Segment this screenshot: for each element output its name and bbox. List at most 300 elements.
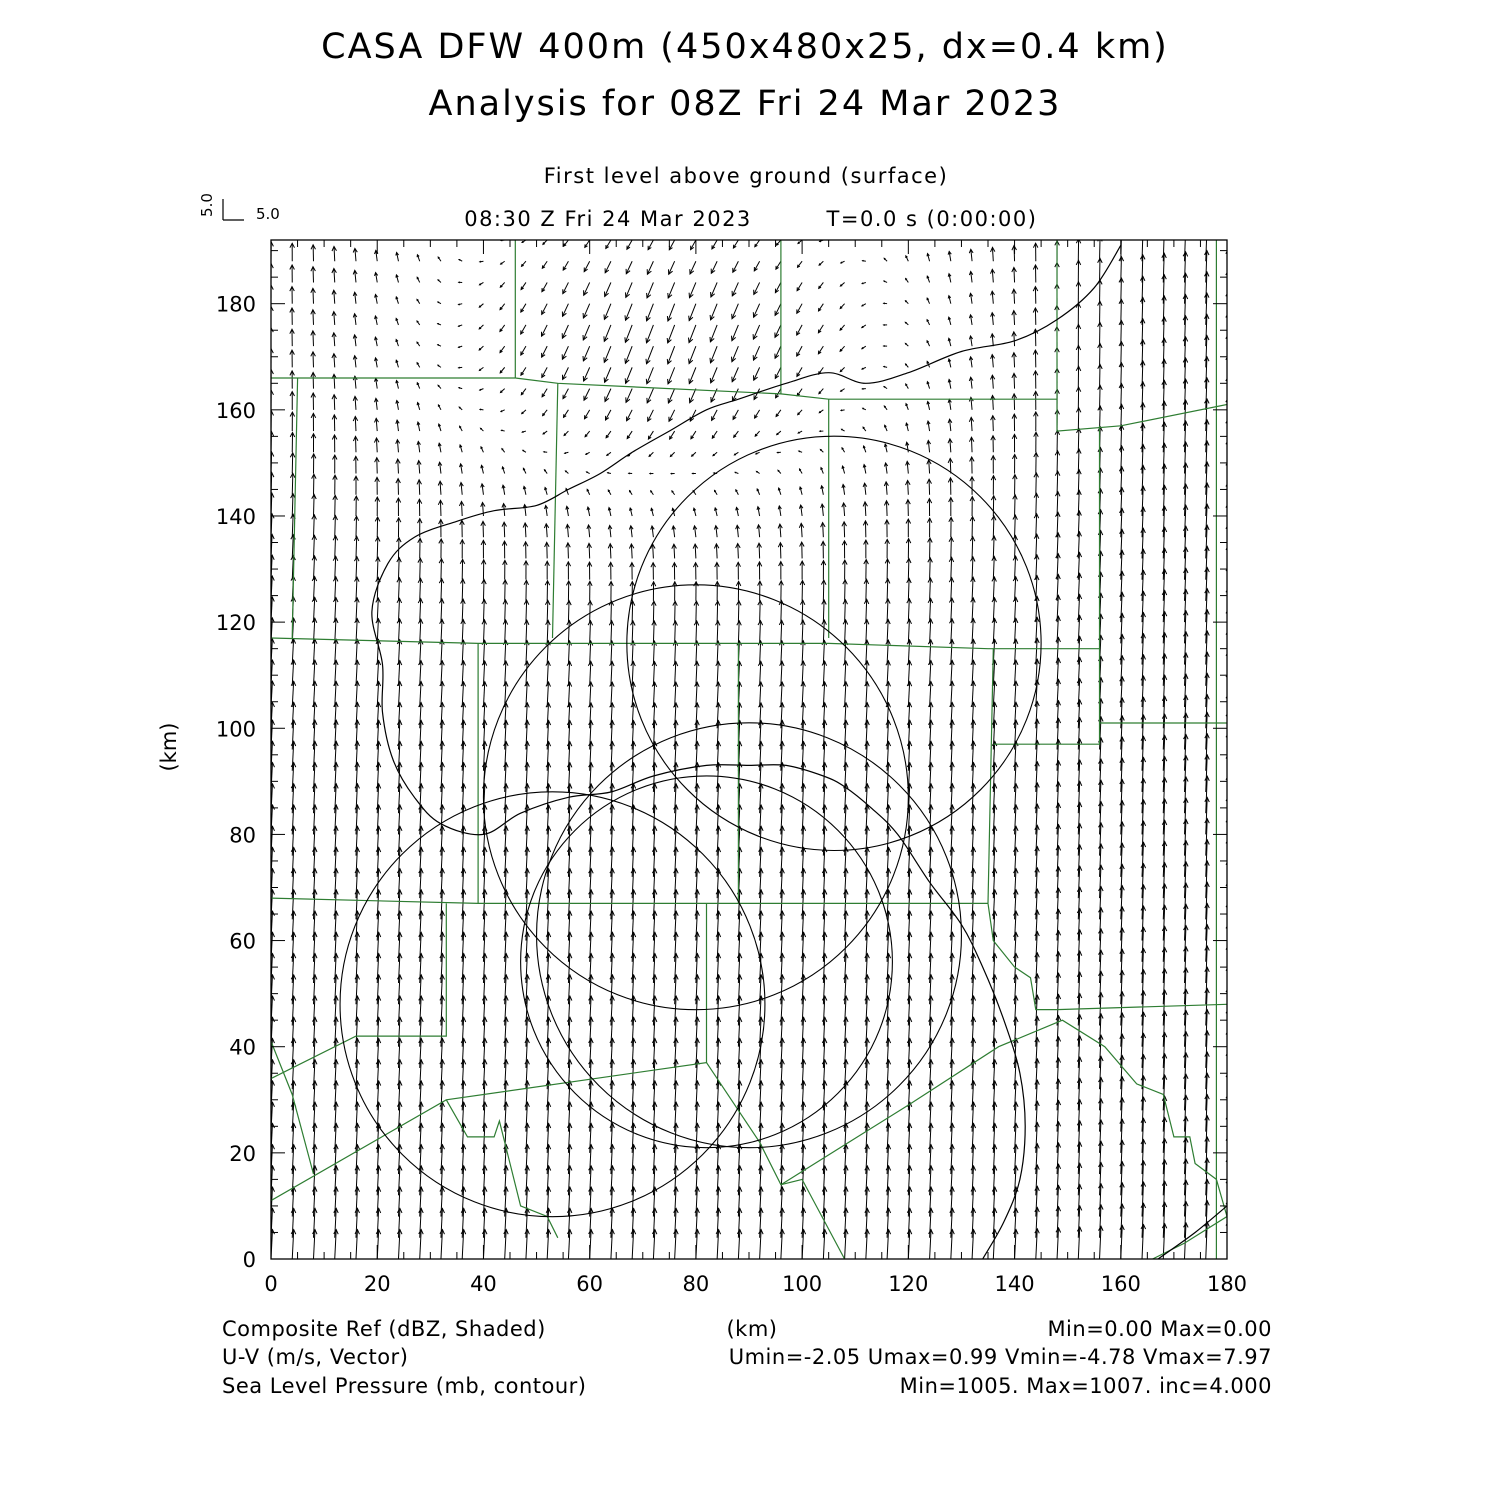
wind-vector (715, 601, 720, 622)
wind-vector (438, 280, 441, 283)
wind-vector (820, 449, 823, 452)
wind-vector (629, 544, 634, 558)
wind-vector (542, 325, 548, 336)
wind-vector (969, 437, 974, 452)
forecast-time-label: T=0.0 s (0:00:00) (826, 207, 1038, 231)
wind-vector (627, 431, 632, 439)
wind-vector (626, 389, 632, 403)
wind-vector (1119, 342, 1124, 368)
wind-vector (460, 559, 465, 579)
wind-vector (376, 557, 381, 580)
wind-vector (374, 438, 379, 452)
wind-vector (757, 543, 762, 558)
wind-vector (758, 601, 763, 622)
wind-vector (1141, 212, 1146, 240)
wind-vector (521, 282, 526, 289)
wind-vector (1012, 353, 1017, 368)
wind-vector (885, 539, 890, 558)
wind-vector (1034, 432, 1039, 452)
wind-vector (417, 441, 421, 452)
wind-vector (521, 325, 526, 334)
wind-vector (1098, 364, 1103, 388)
y-tick-label: 140 (215, 504, 256, 529)
wind-vector (332, 415, 337, 431)
wind-vector (354, 516, 359, 537)
wind-vector (500, 325, 505, 332)
wind-vector (504, 1230, 509, 1259)
wind-vector (689, 389, 695, 403)
wind-vector (733, 261, 739, 272)
wind-vector (689, 346, 696, 363)
wind-vector (375, 458, 380, 474)
wind-vector (693, 563, 698, 580)
wind-vector (439, 539, 444, 558)
wind-vector (672, 526, 676, 537)
wind-vector (669, 240, 674, 250)
sea-level-pressure-contours (372, 245, 1227, 1259)
wind-vector (715, 563, 720, 580)
wind-vector (1098, 215, 1103, 240)
wind-vector (586, 452, 590, 454)
wind-vector (753, 346, 759, 360)
wind-vector (438, 324, 441, 325)
wind-vector (734, 431, 739, 437)
wind-vector (1077, 449, 1082, 473)
wind-vector (991, 313, 995, 325)
wind-vector (606, 240, 611, 249)
wind-vector (584, 410, 589, 419)
wind-vector (396, 459, 401, 473)
wind-vector (757, 489, 760, 495)
wind-vector (500, 282, 504, 287)
wind-vector (797, 346, 802, 356)
wind-vector (625, 367, 632, 383)
wind-vector (1012, 311, 1017, 325)
wind-vector (523, 505, 527, 516)
wind-vector (732, 325, 739, 341)
wind-vector (673, 601, 678, 622)
wind-vector (969, 417, 973, 431)
wind-vector (712, 410, 718, 421)
wind-vector (626, 261, 632, 273)
footer-field1-name: Composite Ref (dBZ, Shaded) (222, 1317, 546, 1341)
wind-vector (1033, 391, 1038, 409)
wind-vector (375, 418, 379, 431)
wind-vector (710, 325, 717, 342)
wind-vector (753, 304, 759, 318)
wind-vector (862, 388, 866, 389)
wind-vector (375, 537, 380, 558)
wind-vector (927, 460, 931, 474)
wind-vector (669, 410, 675, 422)
wind-vector (438, 345, 441, 347)
wind-vector (461, 579, 466, 601)
wind-vector (970, 477, 975, 495)
wind-vector (311, 393, 316, 410)
wind-vector (417, 342, 420, 346)
wind-vector (672, 544, 677, 558)
wind-vector (797, 325, 802, 335)
wind-vector (906, 442, 909, 452)
wind-vector (668, 367, 675, 384)
wind-vector (646, 367, 653, 383)
wind-vector (821, 486, 824, 495)
wind-vector (375, 294, 378, 303)
wind-vector (1012, 394, 1017, 410)
wind-vector (481, 484, 485, 495)
wind-vector (907, 579, 912, 601)
wind-vector (610, 1230, 615, 1259)
wind-vector (991, 456, 996, 474)
wind-vector (500, 389, 504, 393)
wind-vector (629, 473, 632, 474)
figure-title-line2: Analysis for 08Z Fri 24 Mar 2023 (428, 84, 1062, 124)
wind-vector (691, 240, 696, 250)
wind-vector (1056, 1228, 1061, 1259)
wind-vector (586, 472, 589, 474)
wind-vector (799, 505, 803, 516)
wind-vector (716, 1230, 721, 1259)
wind-vector (884, 406, 887, 410)
wind-vector (736, 544, 741, 559)
wind-vector (525, 1230, 530, 1259)
wind-vector (629, 526, 633, 537)
wind-vector (863, 446, 866, 452)
wind-vector (691, 431, 696, 439)
wind-vector (716, 641, 721, 665)
wind-vector (354, 557, 359, 580)
county-boundary (993, 426, 1099, 744)
wind-vector (290, 433, 295, 453)
wind-vector (712, 240, 717, 249)
wind-vector (801, 620, 806, 643)
county-boundary (271, 903, 707, 1200)
wind-vector (605, 282, 611, 296)
wind-vector (991, 375, 995, 388)
wind-vector (1012, 434, 1017, 452)
wind-vector (669, 261, 675, 274)
wind-vector (757, 562, 762, 580)
wind-vector (992, 556, 997, 579)
wind-vector (842, 522, 847, 537)
wind-vector (353, 248, 357, 261)
county-boundary (553, 383, 558, 638)
wind-vector (375, 316, 378, 325)
wind-vector (626, 282, 633, 297)
wind-vector (754, 282, 760, 294)
wind-vector (779, 621, 784, 644)
wind-vector (1119, 363, 1124, 389)
wind-vector (290, 473, 295, 494)
wind-vector (523, 486, 526, 494)
wind-vector (608, 490, 611, 495)
wind-vector (521, 304, 526, 312)
wind-vector (753, 325, 760, 339)
wind-vector (670, 431, 675, 439)
wind-vector (1033, 371, 1038, 389)
wind-vector (564, 431, 568, 435)
wind-vector (692, 452, 696, 456)
wind-vector (311, 267, 316, 283)
wind-vector (375, 517, 380, 537)
wind-vector (1013, 495, 1018, 516)
wind-vector (673, 641, 678, 664)
wind-vector (545, 581, 550, 601)
y-tick-label: 60 (229, 929, 256, 954)
wind-vector (1033, 243, 1038, 261)
wind-vector (1098, 343, 1103, 367)
wind-vector (290, 329, 295, 346)
wind-vector (396, 420, 399, 431)
wind-vector (755, 410, 760, 418)
wind-vector (927, 402, 930, 410)
wind-vector (354, 496, 359, 516)
wind-vector (714, 544, 719, 559)
y-tick-label: 20 (229, 1141, 256, 1166)
wind-vector (690, 261, 696, 274)
wind-vector (906, 404, 909, 410)
wind-vector (757, 525, 761, 537)
wind-vector (460, 520, 465, 537)
valid-time-label: 08:30 Z Fri 24 Mar 2023 (464, 207, 752, 231)
y-tick-label: 180 (215, 292, 256, 317)
wind-vector (269, 493, 274, 516)
wind-vector (776, 240, 780, 245)
wind-vector (652, 621, 657, 643)
y-tick-label: 40 (229, 1035, 256, 1060)
wind-vector (438, 234, 441, 240)
wind-vector (798, 410, 802, 415)
wind-vector (459, 407, 462, 410)
wind-vector (417, 422, 420, 431)
wind-vector (503, 560, 508, 579)
wind-vector (928, 558, 933, 580)
wind-vector (1012, 373, 1017, 388)
wind-vector (1119, 214, 1124, 241)
wind-vector (543, 410, 548, 416)
wind-vector (481, 560, 486, 580)
wind-vector (587, 525, 591, 537)
x-tick-label: 40 (470, 1272, 497, 1296)
wind-vector (948, 478, 953, 495)
wind-vector (885, 579, 890, 601)
wind-vector (1076, 303, 1081, 325)
wind-vector (354, 536, 359, 558)
wind-vector (290, 287, 295, 304)
wind-vector (604, 304, 611, 320)
wind-vector (667, 304, 674, 321)
wind-vector (927, 276, 930, 282)
wind-vector (672, 491, 675, 495)
wind-vector (438, 302, 441, 304)
wind-vector (1034, 473, 1039, 495)
wind-vector (566, 543, 571, 559)
wind-vector (542, 261, 547, 268)
wind-vector (563, 282, 569, 293)
x-tick-label: 20 (363, 1272, 391, 1296)
wind-vector (734, 452, 738, 455)
wind-vector (270, 514, 275, 538)
wind-vector (459, 259, 462, 261)
wind-vector (479, 346, 483, 350)
wind-vector (906, 384, 909, 389)
wind-vector (353, 226, 357, 240)
wind-vector (459, 367, 463, 368)
wind-vector (396, 297, 399, 304)
wind-vector (460, 445, 463, 452)
wind-vector (585, 240, 590, 247)
wind-vector (417, 277, 420, 282)
wind-vector (775, 325, 781, 337)
wind-vector (481, 465, 484, 473)
wind-vector (563, 261, 568, 270)
wind-vector (563, 389, 568, 399)
wind-vector (969, 377, 973, 388)
wind-vector (459, 304, 463, 305)
wind-vector (672, 563, 677, 580)
wind-vector (671, 473, 675, 474)
wind-vector (647, 261, 653, 274)
wind-vector (438, 443, 441, 452)
wind-vector (1034, 514, 1039, 538)
wind-vector (290, 221, 295, 240)
wind-vector (736, 581, 741, 601)
wind-vector (885, 559, 890, 580)
footer-field2-stats: Umin=-2.05 Umax=0.99 Vmin=-4.78 Vmax=7.97 (728, 1345, 1272, 1369)
wind-vector (905, 364, 908, 367)
wind-vector (396, 318, 399, 325)
wind-vector (354, 456, 359, 473)
wind-vector (290, 392, 295, 410)
wind-vector (396, 498, 401, 516)
wind-vector (1034, 493, 1039, 516)
wind-vector (542, 389, 547, 397)
wind-vector (523, 542, 528, 559)
wind-vector (884, 281, 887, 282)
wind-vector (545, 600, 550, 622)
wind-vector (1013, 475, 1018, 495)
wind-vector (884, 386, 887, 388)
wind-vector (652, 1230, 657, 1259)
wind-vector (736, 507, 739, 516)
wind-vector (755, 240, 760, 247)
wind-vector (689, 367, 696, 383)
wind-vector (1119, 384, 1124, 410)
wind-vector (566, 524, 570, 537)
wind-vector (732, 304, 739, 319)
wind-vector (461, 1230, 466, 1259)
wind-vector (312, 515, 317, 537)
x-tick-label: 140 (994, 1272, 1035, 1296)
wind-vector (605, 389, 611, 402)
wind-vector (927, 298, 930, 304)
wind-vector (312, 535, 317, 558)
wind-vector (562, 304, 568, 317)
wind-vector (605, 410, 610, 420)
wind-vector (864, 599, 869, 622)
wind-vector (1055, 471, 1060, 495)
wind-vector (948, 379, 951, 388)
wind-vector (885, 444, 888, 452)
wind-vector (714, 490, 717, 494)
wind-vector (948, 274, 951, 283)
wind-vector (1119, 257, 1124, 283)
wind-vector (971, 557, 976, 580)
wind-vector (927, 341, 930, 346)
wind-vector (566, 581, 571, 601)
wind-vector (290, 265, 295, 282)
wind-vector (713, 452, 717, 455)
wind-vector (971, 1230, 976, 1259)
wind-vector (905, 343, 908, 346)
wind-vector (754, 261, 759, 271)
wind-vector (884, 501, 889, 516)
wind-vector (460, 483, 464, 495)
x-axis-tick-labels (264, 1272, 1247, 1296)
wind-vector (840, 304, 844, 309)
wind-vector (865, 1230, 870, 1259)
wind-vector (969, 315, 972, 325)
wind-vector (396, 381, 399, 389)
wind-vector (948, 317, 951, 325)
wind-vector (864, 560, 869, 580)
wind-vector (1013, 556, 1018, 580)
wind-vector (1012, 454, 1017, 473)
x-tick-label: 0 (264, 1272, 278, 1296)
wind-vector (949, 517, 954, 537)
wind-vector (1141, 1225, 1146, 1259)
x-tick-label: 80 (682, 1272, 710, 1296)
wind-vector (439, 599, 444, 622)
wind-vector (1226, 207, 1231, 240)
wind-vector (755, 431, 759, 436)
wind-vector (332, 312, 336, 325)
wind-vector (458, 346, 462, 347)
wind-vector (501, 430, 504, 431)
wind-vector (564, 240, 569, 246)
wind-vector (1013, 515, 1018, 537)
wind-vector (606, 431, 611, 438)
wind-vector (906, 423, 909, 431)
wind-vector (502, 541, 507, 558)
wind-vector (503, 600, 508, 622)
wind-vector (396, 440, 400, 453)
wind-vector (710, 304, 717, 320)
wind-vector (566, 562, 571, 580)
wind-vector (629, 491, 632, 495)
wind-vector (1098, 301, 1103, 325)
wind-vector (732, 367, 739, 381)
wind-vector (842, 485, 845, 495)
wind-vector (290, 453, 295, 474)
wind-vector (480, 409, 483, 410)
county-boundary (781, 1020, 1227, 1216)
wind-vector (651, 508, 654, 516)
wind-vector (948, 419, 952, 431)
wind-vector (948, 251, 951, 261)
wind-vector (397, 578, 402, 601)
wind-vector (546, 620, 551, 643)
wind-vector (417, 299, 420, 303)
wind-vector (759, 1230, 764, 1259)
wind-vector (523, 468, 526, 473)
wind-vector (545, 542, 550, 558)
wind-vector (438, 481, 442, 495)
wind-vector (799, 451, 802, 452)
wind-vector (332, 374, 337, 388)
wind-vector (715, 582, 720, 601)
wind-vector (583, 304, 590, 318)
